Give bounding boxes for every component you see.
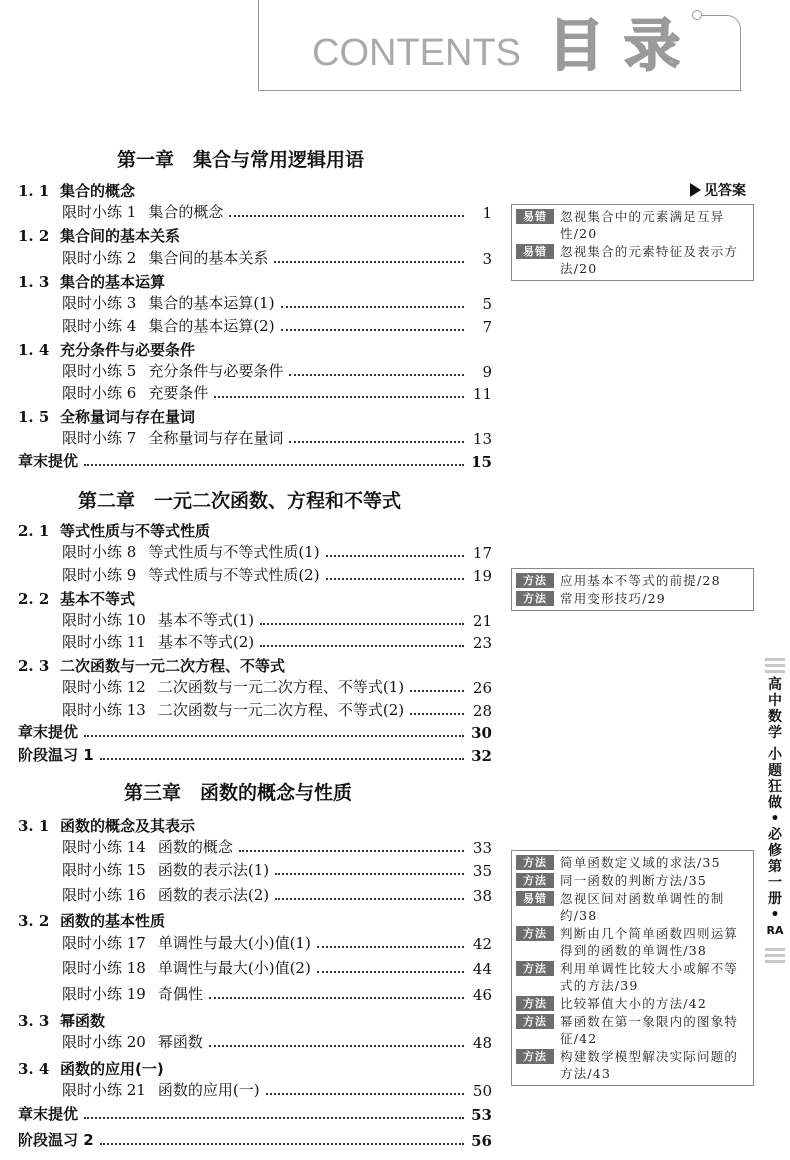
mulu-heading: 目录 — [548, 14, 700, 79]
section-heading: 1. 1 集合的概念 — [18, 182, 136, 200]
side-title-subject: 高中数学 — [768, 677, 782, 741]
note-item: 方法 应用基本不等式的前提/28 — [516, 572, 749, 589]
toc-entry[interactable]: 阶段温习 2 56 — [18, 1131, 492, 1150]
note-item: 方法 常用变形技巧/29 — [516, 590, 749, 607]
section-heading: 1. 3 集合的基本运算 — [18, 273, 166, 291]
toc-entry[interactable]: 限时小练 19 奇偶性 46 — [62, 985, 492, 1004]
toc-entry[interactable]: 限时小练 18 单调性与最大(小)值(2) 44 — [62, 959, 492, 978]
tag-badge: 方法 — [516, 873, 554, 888]
note-item: 方法 构建数学模型解决实际问题的方法/43 — [516, 1048, 749, 1082]
note-item: 易错 忽视集合中的元素满足互异性/20 — [516, 208, 749, 242]
toc-entry[interactable]: 章末提优 53 — [18, 1105, 492, 1124]
toc-entry[interactable]: 阶段温习 1 32 — [18, 746, 492, 765]
header-border-bottom — [258, 90, 742, 91]
header-border-left — [258, 0, 259, 90]
side-dot: • — [770, 811, 780, 827]
section-heading: 1. 4 充分条件与必要条件 — [18, 341, 196, 359]
toc-entry[interactable]: 限时小练 4 集合的基本运算(2) 7 — [62, 317, 492, 336]
toc-entry[interactable]: 限时小练 14 函数的概念 33 — [62, 838, 492, 857]
tag-badge: 易错 — [516, 891, 554, 906]
toc-entry[interactable]: 限时小练 3 集合的基本运算(1) 5 — [62, 294, 492, 313]
toc-entry[interactable]: 限时小练 13 二次函数与一元二次方程、不等式(2) 28 — [62, 701, 492, 720]
side-tab — [765, 655, 790, 966]
note-item: 易错 忽视集合的元素特征及表示方法/20 — [516, 243, 749, 277]
note-item: 方法 比较幂值大小的方法/42 — [516, 995, 749, 1012]
note-item: 方法 利用单调性比较大小或解不等式的方法/39 — [516, 960, 749, 994]
chapter-title: 第二章 一元二次函数、方程和不等式 — [78, 490, 402, 512]
toc-entry[interactable]: 限时小练 12 二次函数与一元二次方程、不等式(1) 26 — [62, 678, 492, 697]
toc-entry[interactable]: 章末提优 30 — [18, 723, 492, 742]
toc-entry[interactable]: 限时小练 15 函数的表示法(1) 35 — [62, 861, 492, 880]
tag-badge: 方法 — [516, 996, 554, 1011]
tag-badge: 方法 — [516, 855, 554, 870]
toc-entry[interactable]: 限时小练 7 全称量词与存在量词 13 — [62, 429, 492, 448]
section-heading: 1. 5 全称量词与存在量词 — [18, 408, 196, 426]
side-title-series: 小题狂做 — [768, 747, 782, 811]
tag-badge: 方法 — [516, 573, 554, 588]
see-answers: 见答案 — [690, 180, 746, 200]
toc-entry[interactable]: 限时小练 2 集合间的基本关系 3 — [62, 249, 492, 268]
toc-entry[interactable]: 限时小练 16 函数的表示法(2) 38 — [62, 886, 492, 905]
tag-badge: 易错 — [516, 209, 554, 224]
note-item: 方法 同一函数的判断方法/35 — [516, 872, 749, 889]
section-heading: 1. 2 集合间的基本关系 — [18, 227, 181, 245]
arrow-right-icon — [690, 183, 701, 197]
tag-badge: 方法 — [516, 961, 554, 976]
note-box — [511, 204, 754, 281]
note-box — [511, 568, 754, 611]
section-heading: 2. 2 基本不等式 — [18, 590, 136, 608]
side-dot: • — [770, 907, 780, 923]
chapter-title: 第一章 集合与常用逻辑用语 — [117, 149, 365, 171]
tag-badge: 易错 — [516, 244, 554, 259]
note-item: 方法 判断由几个简单函数四则运算得到的函数的单调性/38 — [516, 925, 749, 959]
side-title-volume: 必修第一册 — [768, 827, 782, 907]
section-heading: 3. 3 幂函数 — [18, 1012, 106, 1030]
toc-entry[interactable]: 限时小练 8 等式性质与不等式性质(1) 17 — [62, 543, 492, 562]
note-item: 方法 幂函数在第一象限内的图象特征/42 — [516, 1013, 749, 1047]
tag-badge: 方法 — [516, 1014, 554, 1029]
toc-entry[interactable]: 限时小练 1 集合的概念 1 — [62, 203, 492, 222]
note-box — [511, 850, 754, 1086]
section-heading: 3. 1 函数的概念及其表示 — [18, 817, 196, 835]
section-heading: 2. 1 等式性质与不等式性质 — [18, 522, 211, 540]
note-item: 易错 忽视区间对函数单调性的制约/38 — [516, 890, 749, 924]
toc-entry[interactable]: 限时小练 20 幂函数 48 — [62, 1033, 492, 1052]
toc-entry[interactable]: 限时小练 10 基本不等式(1) 21 — [62, 611, 492, 630]
toc-entry[interactable]: 限时小练 5 充分条件与必要条件 9 — [62, 362, 492, 381]
contents-heading: CONTENTS — [312, 32, 521, 74]
tag-badge: 方法 — [516, 926, 554, 941]
header-decoration — [700, 15, 741, 91]
section-heading: 2. 3 二次函数与一元二次方程、不等式 — [18, 657, 286, 675]
toc-entry[interactable]: 限时小练 21 函数的应用(一) 50 — [62, 1081, 492, 1100]
toc-entry[interactable]: 限时小练 17 单调性与最大(小)值(1) 42 — [62, 934, 492, 953]
note-item: 方法 简单函数定义域的求法/35 — [516, 854, 749, 871]
tag-badge: 方法 — [516, 1049, 554, 1064]
toc-entry[interactable]: 限时小练 9 等式性质与不等式性质(2) 19 — [62, 566, 492, 585]
tag-badge: 方法 — [516, 591, 554, 606]
side-title-edition: RA — [766, 924, 784, 937]
toc-entry[interactable]: 章末提优 15 — [18, 452, 492, 471]
toc-entry[interactable]: 限时小练 6 充要条件 11 — [62, 384, 492, 403]
toc-entry[interactable]: 限时小练 11 基本不等式(2) 23 — [62, 633, 492, 652]
chapter-title: 第三章 函数的概念与性质 — [124, 782, 353, 804]
section-heading: 3. 2 函数的基本性质 — [18, 912, 166, 930]
section-heading: 3. 4 函数的应用(一) — [18, 1060, 164, 1078]
